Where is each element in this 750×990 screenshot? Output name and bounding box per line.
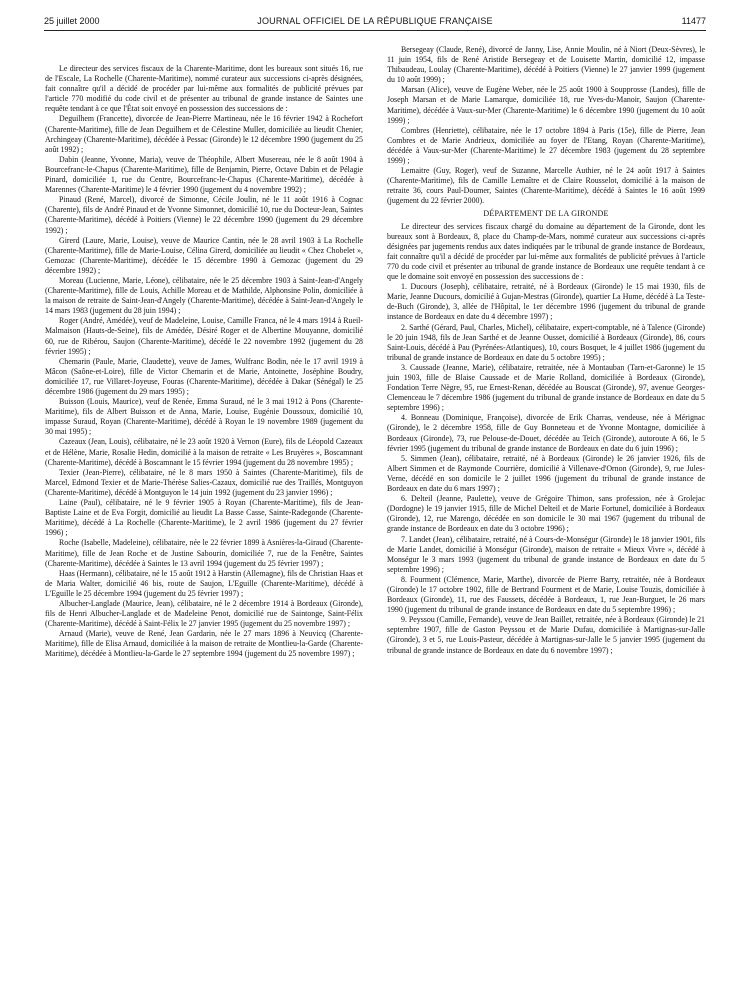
page-number: 11477 [681,16,706,26]
succession-entry: Combres (Henriette), célibataire, née le 17 octobre 1894 à Paris (15e), fille de Pierre, Jean Combres et de Marie Andrieux, domiciliée au foyer de l'Etang, Royan (Charente-Maritime), décédée à Vaux-sur-Mer (Charente-Maritime) le 27 décembre 1983 (jugement du 28 septembre 1999) ; [387,125,705,166]
succession-entry: 1. Ducours (Joseph), célibataire, retraité, né à Bordeaux (Gironde) le 15 mai 1930, fils de Marie, Jeanne Ducours, domicilié à Gujan-Mestras (Gironde), quartier La Hume, décédé à La Teste-de-Buch (Gironde), 3, allée de l'Hôpital, le 1er décembre 1996 (jugement du tribunal de grande instance de Bordeaux en date du 4 décembre 1997) ; [387,282,705,322]
succession-entry: Cazeaux (Jean, Louis), célibataire, né le 23 août 1920 à Vernon (Eure), fils de Léopold Cazeaux et de Hélène, Marie, Rosalie Hedin, domicilié à la maison de retraite « Les Bruyères », Boscamnant (Charente-Maritime), décédé à Boscamnant le 15 février 1994 (jugement du 28 novembre 1995) ; [45,437,363,467]
succession-entry: Dabin (Jeanne, Yvonne, Maria), veuve de Théophile, Albert Musereau, née le 8 août 1904 à Bourcefranc-le-Chapus (Charente-Maritime), fille de Benjamin, Pierre, Octave Dabin et de Pélagie Pinard, domiciliée 1, rue du Centre, Bourcefranc-le-Chapus (Charente-Maritime), décédée à Marennes (Charente-Maritime) le 4 février 1990 (jugement du 4 novembre 1992) ; [45,154,363,195]
succession-entry: 6. Delteil (Jeanne, Paulette), veuve de Grégoire Thimon, sans profession, née à Grolejac (Dordogne) le 19 janvier 1915, fille de Michel Delteil et de Marie Fortunel, domiciliée à Bordeaux (Gironde), 12, rue Marengo, décédée en son domicile le 30 mai 1967 (jugement du tribunal de grande instance de Bordeaux en date du 3 octobre 1996) ; [387,494,705,534]
succession-entry: 8. Fourment (Clémence, Marie, Marthe), divorcée de Pierre Barry, retraitée, née à Bordeaux (Gironde) le 17 octobre 1902, fille de Bertrand Fourment et de Marie, Louise Touzis, domiciliée à Bordeaux (Gironde), 11, rue des Faussets, décédée à Bordeaux, 1, rue Jean-Burguet, le 26 mars 1990 (jugement du tribunal de grande instance de Bordeaux en date du 5 septembre 1996) ; [387,574,705,615]
succession-entry: Haas (Hermann), célibataire, né le 15 août 1912 à Harstin (Allemagne), fils de Christian Haas et de Maria Walter, domicilié 46 bis, route de Saujon, L'Eguille (Charente-Maritime), décédé à L'Eguille le 25 décembre 1994 (jugement du 25 février 1997) ; [45,568,363,598]
succession-entry: Laine (Paul), célibataire, né le 9 février 1905 à Royan (Charente-Maritime), fils de Jean-Baptiste Laine et de Eva Forgit, domicilié au lieudit La Basse Casse, Sainte-Radegonde (Charente-Maritime), décédé à La Rochelle (Charente-Maritime), le 2 avril 1986 (jugement du 27 février 1996) ; [45,498,363,538]
succession-entry: Girerd (Laure, Marie, Louise), veuve de Maurice Cantin, née le 28 avril 1903 à La Rochelle (Charente-Maritime), fille de Marie-Louise, Célina Girerd, domiciliée au lieudit « Chez Chobelet », Gemozac (Charente-Maritime), décédée le 15 décembre 1990 à Gemozac (jugement du 29 décembre 1992) ; [45,235,363,275]
journal-title: JOURNAL OFFICIEL DE LA RÉPUBLIQUE FRANÇAISE [257,16,493,26]
succession-entry: Albucher-Langlade (Maurice, Jean), célibataire, né le 2 décembre 1914 à Bordeaux (Gironde), fils de Henri Albucher-Langlade et de Madeleine Penot, domicilié rue de Saintonge, Saint-Félix (Charente-Maritime), décédé à Saint-Félix le 27 janvier 1995 (jugement du 25 novembre 1997) ; [45,598,363,629]
right-column-charente-entries [387,45,705,207]
succession-entry: 4. Bonneau (Dominique, Françoise), divorcée de Erik Charras, vendeuse, née à Mérignac (Gironde), le 2 décembre 1958, fille de Guy Bonneteau et de Yvonne Montagne, domiciliée à Bordeaux (Gironde), 73, rue Pelouse-de-Douet, décédée au Teich (Gironde), autoroute A 66, le 5 février 1995 (jugement du tribunal de grande instance de Bordeaux en date du 6 juin 1996) ; [387,413,705,453]
left-column [45,64,363,660]
page-header [44,14,706,31]
succession-entry: Pinaud (René, Marcel), divorcé de Simonne, Cécile Joulin, né le 11 août 1916 à Cognac (Charente), fils de André Pinaud et de Yvonne Simonnet, domicilié 10, rue du Docteur-Jean, Saintes (Charente-Maritime), décédé à Poitiers (Vienne) le 22 décembre 1990 (jugement du 29 décembre 1992) ; [45,195,363,235]
succession-entry: 3. Caussade (Jeanne, Marie), célibataire, retraitée, née à Montauban (Tarn-et-Garonne) le 15 juin 1903, fille de Blaise Caussade et de Marie Rolland, domiciliée à Bordeaux (Gironde), Fondation Terre Nègre, 95, rue Ernest-Renan, décédée au Bouscat (Gironde), 97, avenue Georges-Clemenceau le 7 décembre 1986 (jugement du tribunal de grande instance de Bordeaux en date du 5 septembre 1996) ; [387,362,705,413]
succession-entry: Lemaitre (Guy, Roger), veuf de Suzanne, Marcelle Authier, né le 24 août 1917 à Saintes (Charente-Maritime), fils de Camille Lemaître et de Claire Rousselot, domicilié à la maison de retraite 36, cours Paul-Doumer, Saintes (Charente-Maritime), décédé à Saintes le 16 août 1999 (jugement du 22 février 2000). [387,166,705,206]
succession-entry: Moreau (Lucienne, Marie, Léone), célibataire, née le 25 décembre 1903 à Saint-Jean-d'Angely (Charente-Maritime), fille de Louis, Achille Moreau et de Mathilde, Alphonsine Polin, domiciliée à la maison de retraite de Saint-Jean-d'Angely (Charente-Maritime), décédée à Saint-Jean-d'Angely le 14 mars 1983 (jugement du 28 juin 1994) ; [45,275,363,316]
succession-entry: 5. Simmen (Jean), célibataire, retraité, né à Bordeaux (Gironde) le 26 janvier 1926, fils de Albert Simmen et de Raymonde Courrière, domicilié à Villenave-d'Ornon (Gironde), 9, rue Jules-Verne, décédé en son domicile le 2 juillet 1996 (jugement du tribunal de grande instance de Bordeaux en date du 6 mars 1997) ; [387,453,705,494]
right-column-gironde-entries [387,222,705,656]
intro-paragraph: Le directeur des services fiscaux de la Charente-Maritime, dont les bureaux sont situés 16, rue de l'Escale, La Rochelle (Charente-Maritime), nommé curateur aux successions ci-après désignées, fait connaître qu'il a décidé de procéder par lui-même aux formalités de publicité prévues par l'article 770 modifié du code civil et de présenter au tribunal de grande instance de Saintes une requête tendant à ce que l'État soit envoyé en possession des successions de : [45,64,363,114]
succession-entry: Arnaud (Marie), veuve de René, Jean Gardarin, née le 27 mars 1896 à Neuvicq (Charente-Maritime), fille de Elisa Arnaud, domiciliée à la maison de retraite de Montlieu-la-Garde (Charente-Maritime), décédée à Montlieu-la-Garde le 27 septembre 1994 (jugement du 25 novembre 1997) ; [45,629,363,659]
succession-entry: Chemarin (Paule, Marie, Claudette), veuve de James, Wulfranc Bodin, née le 17 avril 1919 à Mâcon (Saône-et-Loire), fille de Victor Chemarin et de Marie, Antoinette, Joséphine Boudry, domiciliée 17, rue Villaret-Joyeuse, Fouras (Charente-Maritime), décédée à Dakar (Sénégal) le 25 décembre 1986 (jugement du 29 mars 1995) ; [45,356,363,396]
succession-entry: Deguilhem (Francette), divorcée de Jean-Pierre Martineau, née le 16 février 1942 à Rochefort (Charente-Maritime), fille de Jean Deguilhem et de Célestine Muller, domiciliée au lieudit Chenier, Archingeay (Charente-Maritime), décédée à Pessac (Gironde) le 12 décembre 1990 (jugement du 25 août 1992) ; [45,114,363,154]
succession-entry: 7. Landet (Jean), célibataire, retraité, né à Cours-de-Monségur (Gironde) le 18 janvier 1901, fils de Marie Landet, domicilié à Monségur (Gironde), maison de retraite « Mieux Vivre », décédé à Monségur le 3 mars 1993 (jugement du tribunal de grande instance de Bordeaux en date du 5 septembre 1996) ; [387,534,705,574]
intro-paragraph: Le directeur des services fiscaux chargé du domaine au département de la Gironde, dont les bureaux sont à Bordeaux, 8, place du Champ-de-Mars, nommé curateur aux successions ci-après désignées par jugements rendus aux dates indiquées par le tribunal de grande instance de Bordeaux, fait connaître qu'il a décidé de procéder par lui-même aux formalités de publicité prévues à l'article 770 du code civil et présenter au tribunal de grande instance de Bordeaux une requête tendant à ce que le domaine soit envoyé en possession des successions de : [387,221,705,282]
succession-entry: Bersegeay (Claude, René), divorcé de Janny, Lise, Annie Moulin, né à Niort (Deux-Sèvres), le 11 juin 1954, fils de René Aristide Bersegeay et de Louisette Martin, domicilié 12, impasse Thibaudeau, Loulay (Charente-Maritime), décédé à Poitiers (Vienne) le 27 janvier 1999 (jugement du 10 août 1999) ; [387,45,705,85]
succession-entry: 9. Peyssou (Camille, Fernande), veuve de Jean Baillet, retraitée, née à Bordeaux (Gironde) le 21 septembre 1907, fille de Gaston Peyssou et de Marie Dufau, domiciliée à Martignas-sur-Jalle (Gironde), 3 et 5, rue Louis-Pasteur, décédée à Martignas-sur-Jalle le 5 janvier 1995 (jugement du tribunal de grande instance de Bordeaux en date du 6 novembre 1997) ; [387,615,705,655]
publication-date: 25 juillet 2000 [44,16,100,26]
succession-entry: Texier (Jean-Pierre), célibataire, né le 8 mars 1950 à Saintes (Charente-Maritime), fils de Marcel, Edmond Texier et de Marie-Thérèse Salies-Cazaux, domicilié rue des Traillés, Montguyon (Charente-Maritime), décédé à Montguyon le 14 juin 1992 (jugement du 23 janvier 1996) ; [45,467,363,497]
gironde-section-heading: DÉPARTEMENT DE LA GIRONDE [483,208,609,218]
succession-entry: 2. Sarthé (Gérard, Paul, Charles, Michel), célibataire, expert-comptable, né à Talence (Gironde) le 20 juin 1948, fils de Jean Sarthé et de Jeanne Ousset, domicilié à Bordeaux (Gironde), 86, cours Saint-Louis, décédé à Pau (Pyrénées-Atlantiques), 10, cours Bosquet, le 4 juillet 1986 (jugement du tribunal de grande instance de Bordeaux en date du 5 octobre 1995) ; [387,322,705,362]
right-column [387,45,705,656]
succession-entry: Roger (André, Amédée), veuf de Madeleine, Louise, Camille Franca, né le 4 mars 1914 à Rueil-Malmaison (Hauts-de-Seine), fils de Amédée, Désiré Roger et de Albertine Mouyanne, domicilié 60, rue de Ribérou, Saujon (Charente-Maritime), décédé le 22 novembre 1992 (jugement du 28 février 1995) ; [45,316,363,356]
succession-entry: Roche (Isabelle, Madeleine), célibataire, née le 22 février 1899 à Asnières-la-Giraud (Charente-Maritime), fille de Jean Roche et de Justine Sabourin, domiciliée 7, rue de la Fenêtre, Saintes (Charente-Maritime), décédée à Saintes le 13 avril 1994 (jugement du 25 février 1997) ; [45,538,363,568]
succession-entry: Marsan (Alice), veuve de Eugène Weber, née le 25 août 1900 à Soupprosse (Landes), fille de Joseph Marsan et de Marie Lamarque, domiciliée 18, rue Yves-du-Manoir, Saujon (Charente-Maritime), décédée à Vaux-sur-Mer (Charente-Maritime) le 6 décembre 1990 (jugement du 10 août 1999) ; [387,85,705,125]
succession-entry: Buisson (Louis, Maurice), veuf de Renée, Emma Suraud, né le 3 mai 1912 à Pons (Charente-Maritime), fils de Albert Buisson et de Anna, Marie, Louise, Eugénie Doussoux, domicilié 10, impasse Suraud, Royan (Charente-Maritime), décédé à Royan le 19 novembre 1989 (jugement du 30 mai 1995) ; [45,397,363,437]
